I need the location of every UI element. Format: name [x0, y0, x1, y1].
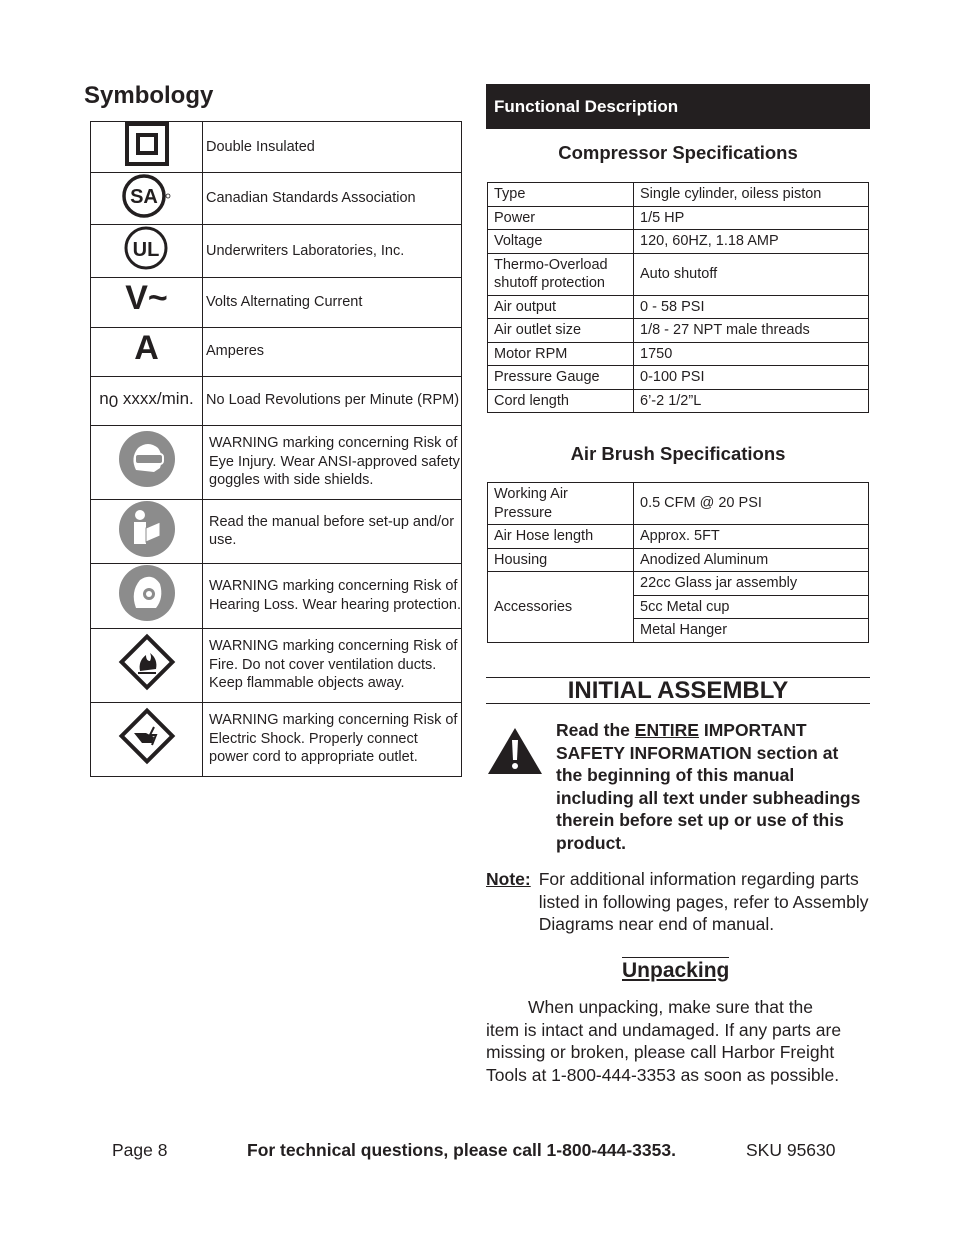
- spec-row: [488, 230, 869, 254]
- warning-triangle-icon: [486, 726, 544, 776]
- hearing-protection-icon: [118, 564, 176, 622]
- ul-icon: [124, 225, 170, 271]
- symbol-row: [91, 425, 462, 499]
- spec-key: Cord length: [488, 389, 634, 413]
- spec-row: [488, 253, 869, 295]
- spec-value: Approx. 5FT: [634, 525, 869, 549]
- spec-row: [488, 548, 869, 572]
- symbol-row: [91, 628, 462, 702]
- spec-value: 120, 60HZ, 1.18 AMP: [634, 230, 869, 254]
- spec-key: Air output: [488, 295, 634, 319]
- spec-value: 1/8 - 27 NPT male threads: [634, 319, 869, 343]
- csa-icon: [122, 173, 172, 219]
- symbol-label: Underwriters Laboratories, Inc.: [203, 225, 462, 278]
- spec-value: 0.5 CFM @ 20 PSI: [634, 483, 869, 525]
- symbol-label: Canadian Standards Association: [203, 172, 462, 225]
- spec-value: Auto shutoff: [634, 253, 869, 295]
- note-label: Note:: [486, 869, 531, 889]
- initial-assembly-title: INITIAL ASSEMBLY: [486, 677, 870, 704]
- note-text: For additional information regarding parts listed in following pages, refer to Assembly Diagrams near end of manual.: [538, 869, 869, 934]
- no-load-rpm-icon: $n_0$ xxxx/min.: [91, 376, 203, 425]
- spec-key: Housing: [488, 548, 634, 572]
- safety-warning-text: Read the ENTIRE IMPORTANT SAFETY INFORMATION section at the beginning of this manual including all text under subheadings therein before set up or use of this product.: [556, 720, 861, 853]
- spec-key: Air Hose length: [488, 525, 634, 549]
- spec-value: Single cylinder, oiless piston: [634, 183, 869, 207]
- airbrush-specs-title: Air Brush Specifications: [570, 443, 786, 464]
- spec-row: [488, 342, 869, 366]
- symbol-row: [91, 499, 462, 564]
- unpacking-title: Unpacking: [622, 959, 730, 982]
- spec-row: [488, 483, 869, 525]
- eye-protection-icon: [118, 430, 176, 488]
- symbol-row: [91, 277, 462, 327]
- spec-key: Type: [488, 183, 634, 207]
- airbrush-specs-table: [487, 482, 869, 643]
- electric-shock-icon: [118, 707, 176, 765]
- spec-row: [488, 295, 869, 319]
- symbol-row: [91, 702, 462, 776]
- tech-support-line: For technical questions, please call 1-800-444-3353.: [247, 1140, 676, 1160]
- assembly-note: [486, 868, 870, 936]
- functional-description-bar: Functional Description: [486, 84, 870, 129]
- spec-key: Thermo-Overload shutoff protection: [488, 253, 634, 295]
- spec-row: [488, 525, 869, 549]
- sku-number: SKU 95630: [746, 1140, 836, 1160]
- symbol-row: [91, 225, 462, 278]
- spec-value: 1/5 HP: [634, 206, 869, 230]
- symbol-label: WARNING marking concerning Risk of Electric Shock. Properly connect power cord to appropriate outlet.: [203, 702, 462, 776]
- spec-row: [488, 572, 869, 596]
- spec-key: Air outlet size: [488, 319, 634, 343]
- spec-row: [488, 206, 869, 230]
- spec-key: Power: [488, 206, 634, 230]
- spec-value: Metal Hanger: [634, 619, 869, 643]
- volts-ac-icon: V~: [125, 279, 168, 318]
- svg-text:SA: SA: [129, 185, 158, 208]
- spec-value: 1750: [634, 342, 869, 366]
- spec-row: [488, 319, 869, 343]
- spec-value: 0-100 PSI: [634, 366, 869, 390]
- symbol-label: Double Insulated: [203, 122, 462, 173]
- symbology-title: Symbology: [84, 82, 214, 109]
- symbol-row: [91, 564, 462, 629]
- double-insulated-icon: [125, 122, 169, 166]
- spec-row: [488, 366, 869, 390]
- spec-row: [488, 389, 869, 413]
- symbol-label: No Load Revolutions per Minute (RPM): [203, 376, 462, 425]
- read-manual-icon: [118, 500, 176, 558]
- amperes-icon: A: [134, 328, 159, 367]
- symbol-row: [91, 327, 462, 376]
- symbol-row: [91, 172, 462, 225]
- compressor-specs-table: [487, 182, 869, 413]
- spec-value: 0 - 58 PSI: [634, 295, 869, 319]
- symbol-label: Amperes: [203, 327, 462, 376]
- spec-value: 6’-2 1/2”L: [634, 389, 869, 413]
- spec-value: Anodized Aluminum: [634, 548, 869, 572]
- spec-key: Pressure Gauge: [488, 366, 634, 390]
- spec-value: 5cc Metal cup: [634, 595, 869, 619]
- symbol-label: WARNING marking concerning Risk of Eye Injury. Wear ANSI-approved safety goggles with side shields.: [203, 425, 462, 499]
- fire-hazard-icon: [118, 633, 176, 691]
- compressor-specs-title: Compressor Specifications: [558, 142, 798, 163]
- symbol-label: WARNING marking concerning Risk of Fire. Do not cover ventilation ducts. Keep flammable objects away.: [203, 628, 462, 702]
- symbol-label: Read the manual before set-up and/or use.: [203, 499, 462, 564]
- symbology-table: [90, 121, 462, 777]
- symbol-label: WARNING marking concerning Risk of Hearing Loss. Wear hearing protection.: [203, 564, 462, 629]
- spec-key: Working Air Pressure: [488, 483, 634, 525]
- spec-key: Voltage: [488, 230, 634, 254]
- page-number: Page 8: [112, 1140, 168, 1160]
- svg-text:UL: UL: [132, 239, 159, 261]
- spec-key: Motor RPM: [488, 342, 634, 366]
- spec-key: Accessories: [488, 572, 634, 643]
- spec-row: [488, 183, 869, 207]
- spec-value: 22cc Glass jar assembly: [634, 572, 869, 596]
- symbol-row: [91, 376, 462, 425]
- unpacking-text: When unpacking, make sure that the item is intact and undamaged. If any parts are missing or broken, please call Harbor Freight Tools at 1-800-444-3353 as soon as possible.: [486, 997, 842, 1085]
- symbol-label: Volts Alternating Current: [203, 277, 462, 327]
- symbol-row: [91, 122, 462, 173]
